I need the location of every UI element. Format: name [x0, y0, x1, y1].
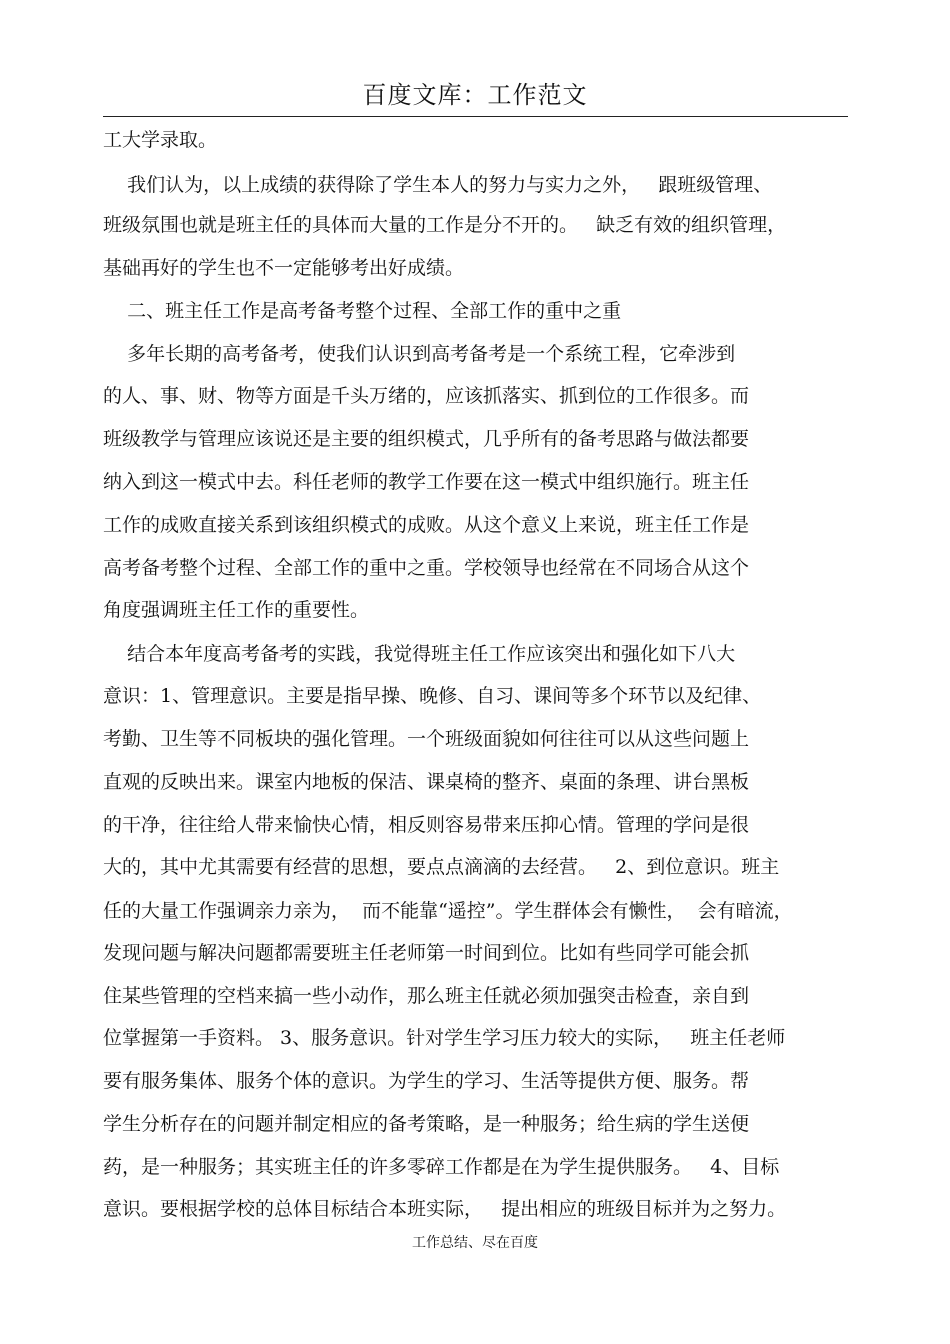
- body-line: 工大学录取。: [103, 129, 218, 151]
- body-line: 要有服务集体、服务个体的意识。为学生的学习、生活等提供方便、服务。帮: [103, 1070, 750, 1092]
- body-line: 大的，其中尤其需要有经营的思想，要点点滴滴的去经营。 2、到位意识。班主: [103, 856, 780, 878]
- body-line: 角度强调班主任工作的重要性。: [103, 599, 370, 621]
- body-line: 意识。要根据学校的总体目标结合本班实际， 提出相应的班级目标并为之努力。: [103, 1198, 787, 1220]
- body-line: 任的大量工作强调亲力亲为， 而不能靠“遥控”。学生群体会有懒性， 会有暗流，: [103, 900, 793, 922]
- body-line: 多年长期的高考备考，使我们认识到高考备考是一个系统工程，它牵涉到: [103, 343, 736, 365]
- body-line: 发现问题与解决问题都需要班主任老师第一时间到位。比如有些同学可能会抓: [103, 942, 750, 964]
- body-line: 药，是一种服务；其实班主任的许多零碎工作都是在为学生提供服务。 4、目标: [103, 1156, 780, 1178]
- body-line: 的干净，往往给人带来愉快心情，相反则容易带来压抑心情。管理的学问是很: [103, 814, 750, 836]
- body-line: 基础再好的学生也不一定能够考出好成绩。: [103, 257, 465, 279]
- body-line: 二、班主任工作是高考备考整个过程、全部工作的重中之重: [103, 300, 622, 322]
- body-line: 工作的成败直接关系到该组织模式的成败。从这个意义上来说，班主任工作是: [103, 514, 750, 536]
- body-line: 的人、事、财、物等方面是千头万绪的，应该抓落实、抓到位的工作很多。而: [103, 385, 750, 407]
- header-divider: [103, 116, 848, 117]
- body-line: 考勤、卫生等不同板块的强化管理。一个班级面貌如何往往可以从这些问题上: [103, 728, 750, 750]
- body-line: 班级氛围也就是班主任的具体而大量的工作是分不开的。 缺乏有效的组织管理，: [103, 214, 787, 236]
- body-line: 位掌握第一手资料。 3、服务意识。针对学生学习压力较大的实际， 班主任老师: [103, 1027, 786, 1049]
- body-line: 意识：1、管理意识。主要是指早操、晚修、自习、课间等多个环节以及纪律、: [103, 685, 762, 707]
- page-footer: 工作总结、尽在百度: [412, 1235, 538, 1251]
- body-line: 班级教学与管理应该说还是主要的组织模式，几乎所有的备考思路与做法都要: [103, 428, 750, 450]
- body-line: 住某些管理的空档来搞一些小动作，那么班主任就必须加强突击检查，亲自到: [103, 985, 750, 1007]
- body-line: 纳入到这一模式中去。科任老师的教学工作要在这一模式中组织施行。班主任: [103, 471, 750, 493]
- body-line: 高考备考整个过程、全部工作的重中之重。学校领导也经常在不同场合从这个: [103, 557, 750, 579]
- body-line: 学生分析存在的问题并制定相应的备考策略，是一种服务；给生病的学生送便: [103, 1113, 750, 1135]
- body-line: 结合本年度高考备考的实践，我觉得班主任工作应该突出和强化如下八大: [103, 643, 736, 665]
- body-line: 直观的反映出来。课室内地板的保洁、课桌椅的整齐、桌面的条理、讲台黑板: [103, 771, 750, 793]
- page-header-title: 百度文库：工作范文: [362, 81, 588, 109]
- body-line: 我们认为，以上成绩的获得除了学生本人的努力与实力之外， 跟班级管理、: [103, 174, 773, 196]
